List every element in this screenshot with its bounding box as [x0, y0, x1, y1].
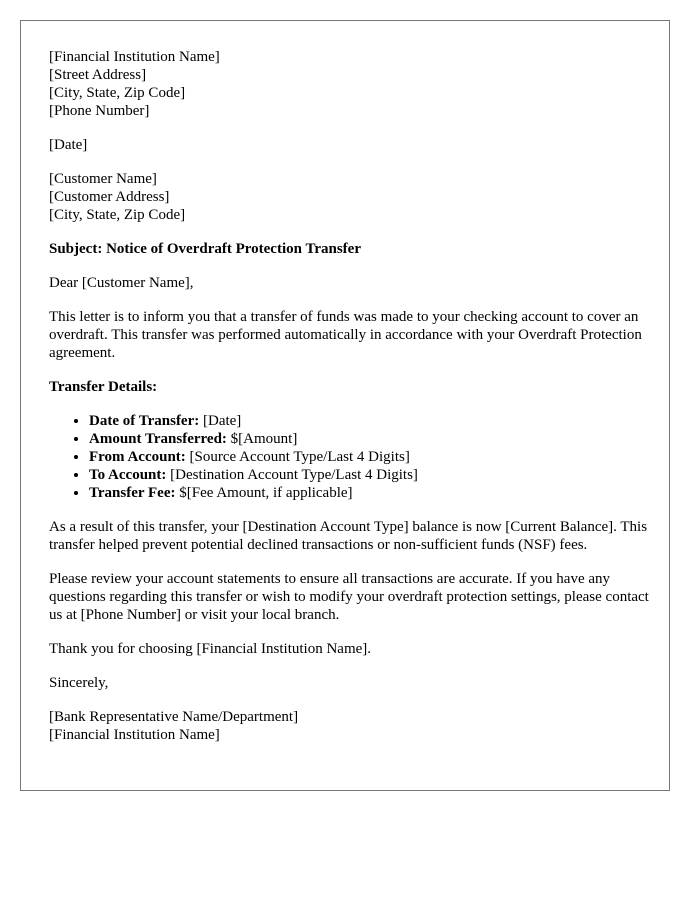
- details-heading: Transfer Details:: [49, 379, 158, 395]
- letter: [20, 20, 670, 791]
- signature-institution: [Financial Institution Name]: [49, 727, 220, 743]
- list-item: [89, 466, 649, 484]
- list-item: [89, 448, 649, 466]
- recipient-city: [City, State, Zip Code]: [49, 207, 186, 223]
- recipient-name: [Customer Name]: [49, 171, 157, 187]
- salutation: Dear [Customer Name],: [49, 275, 194, 291]
- sender-street: [Street Address]: [49, 67, 147, 83]
- detail-label: Date of Transfer:: [89, 413, 200, 429]
- sender-phone: [Phone Number]: [49, 103, 150, 119]
- closing: Sincerely,: [49, 675, 109, 691]
- detail-label: Amount Transferred:: [89, 431, 227, 447]
- sender-address: [49, 48, 649, 120]
- detail-label: Transfer Fee:: [89, 485, 176, 501]
- signature-block: [49, 708, 649, 744]
- recipient-address-line: [Customer Address]: [49, 189, 170, 205]
- detail-value: $[Fee Amount, if applicable]: [175, 485, 353, 501]
- intro-paragraph: This letter is to inform you that a transfer of funds was made to your checking account to cover an overdraft. This transfer was performed automatically in accordance with your Overdraft Protection agreement.: [49, 309, 642, 361]
- detail-label: From Account:: [89, 449, 186, 465]
- recipient-address: [49, 170, 649, 224]
- detail-value: [Source Account Type/Last 4 Digits]: [185, 449, 410, 465]
- detail-label: To Account:: [89, 467, 167, 483]
- review-paragraph: Please review your account statements to ensure all transactions are accurate. If you have any questions regarding this transfer or wish to modify your overdraft protection settings, please contact us at [Phone Number] or visit your local branch.: [49, 571, 649, 623]
- subject-line: Subject: Notice of Overdraft Protection Transfer: [49, 241, 361, 257]
- signature-representative: [Bank Representative Name/Department]: [49, 709, 299, 725]
- detail-value: [Date]: [199, 413, 242, 429]
- detail-value: [Destination Account Type/Last 4 Digits]: [166, 467, 418, 483]
- list-item: [89, 412, 649, 430]
- detail-value: $[Amount]: [226, 431, 298, 447]
- list-item: [89, 430, 649, 448]
- letter-date: [Date]: [49, 137, 88, 153]
- result-paragraph: As a result of this transfer, your [Destination Account Type] balance is now [Current Balance]. This transfer helped prevent potential declined transactions or non-sufficient funds (NSF) fees.: [49, 519, 648, 553]
- list-item: [89, 484, 649, 502]
- sender-institution: [Financial Institution Name]: [49, 49, 220, 65]
- thanks-paragraph: Thank you for choosing [Financial Institution Name].: [49, 641, 372, 657]
- sender-city: [City, State, Zip Code]: [49, 85, 186, 101]
- transfer-details-list: [49, 412, 649, 502]
